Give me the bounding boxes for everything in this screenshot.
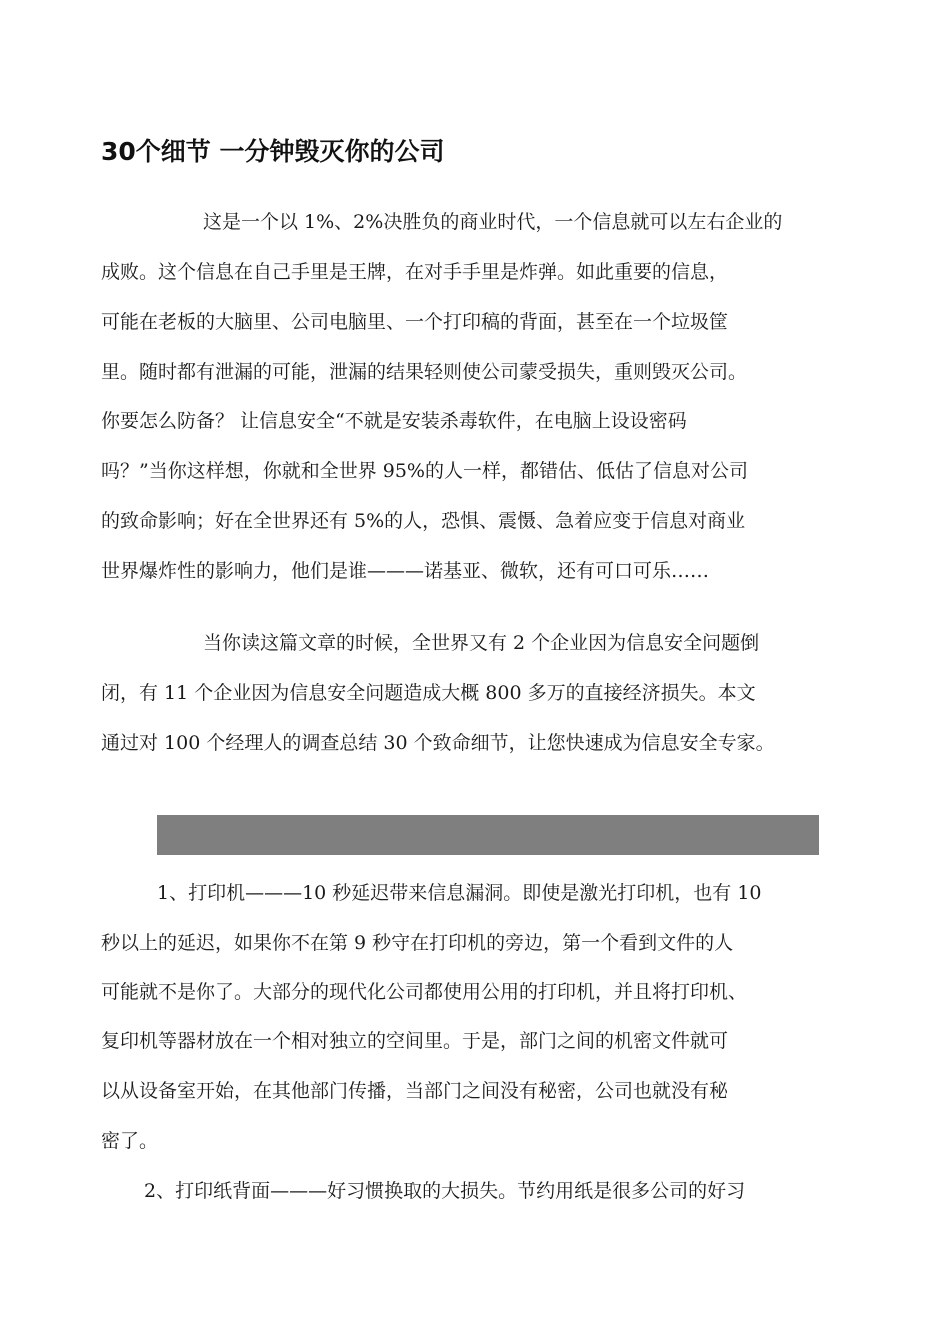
item1-line: 密了。 xyxy=(101,1130,159,1152)
intro-line: 吗？”当你这样想，你就和全世界 95%的人一样，都错估、低估了信息对公司 xyxy=(101,460,748,482)
item1-line: 1、打印机———10 秒延迟带来信息漏洞。即使是激光打印机，也有 10 xyxy=(157,882,762,904)
item1-line: 以从设备室开始，在其他部门传播，当部门之间没有秘密，公司也就没有秘 xyxy=(101,1080,729,1102)
summary-line: 闭，有 11 个企业因为信息安全问题造成大概 800 多万的直接经济损失。本文 xyxy=(101,682,756,704)
intro-line: 世界爆炸性的影响力，他们是谁———诺基亚、微软，还有可口可乐…… xyxy=(101,560,710,582)
intro-line: 里。随时都有泄漏的可能，泄漏的结果轻则使公司蒙受损失，重则毁灭公司。 xyxy=(101,361,748,383)
intro-line: 可能在老板的大脑里、公司电脑里、一个打印稿的背面，甚至在一个垃圾筐 xyxy=(101,311,729,333)
intro-line: 成败。这个信息在自己手里是王牌，在对手手里是炸弹。如此重要的信息， xyxy=(101,261,729,283)
summary-line: 通过对 100 个经理人的调查总结 30 个致命细节，让您快速成为信息安全专家。 xyxy=(101,732,775,754)
section-divider-bar xyxy=(157,815,819,855)
intro-line: 这是一个以 1%、2%决胜负的商业时代，一个信息就可以左右企业的 xyxy=(203,211,783,233)
item1-line: 秒以上的延迟，如果你不在第 9 秒守在打印机的旁边，第一个看到文件的人 xyxy=(101,932,734,954)
item2-line: 2、打印纸背面———好习惯换取的大损失。节约用纸是很多公司的好习 xyxy=(144,1180,746,1202)
intro-line: 的致命影响；好在全世界还有 5%的人，恐惧、震慑、急着应变于信息对商业 xyxy=(101,510,746,532)
intro-line: 你要怎么防备？ 让信息安全“不就是安装杀毒软件，在电脑上设设密码 xyxy=(101,410,687,432)
document-title: 30个细节 一分钟毁灭你的公司 xyxy=(101,137,445,166)
item1-line: 复印机等器材放在一个相对独立的空间里。于是，部门之间的机密文件就可 xyxy=(101,1030,729,1052)
item1-line: 可能就不是你了。大部分的现代化公司都使用公用的打印机，并且将打印机、 xyxy=(101,981,748,1003)
summary-line: 当你读这篇文章的时候，全世界又有 2 个企业因为信息安全问题倒 xyxy=(203,632,760,654)
